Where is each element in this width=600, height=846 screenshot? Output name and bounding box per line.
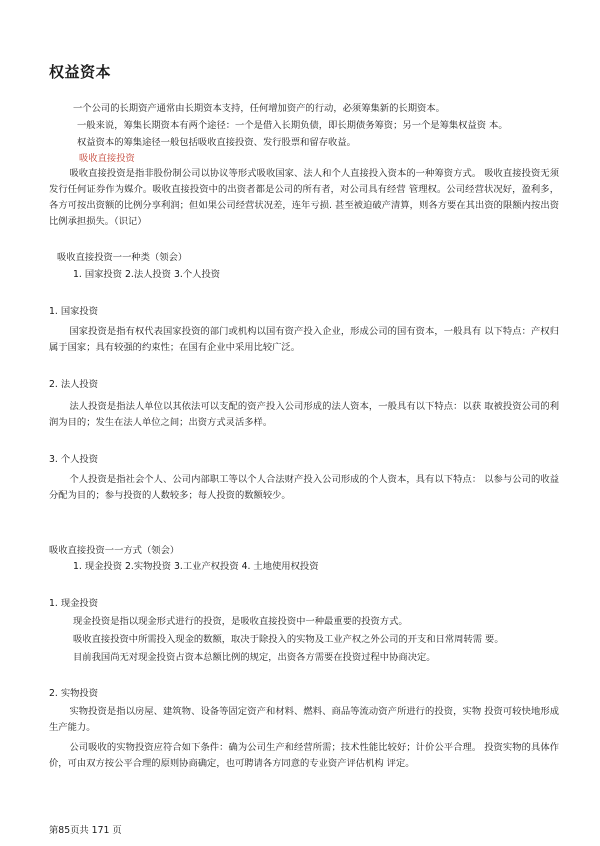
state-investment-body: 国家投资是指有权代表国家投资的部门或机构以国有资产投入企业，形成公司的国有资本，一般具有 以下特点：产权归属于国家；具有较强的约束性；在国有企业中采用比较广泛。 [49, 326, 559, 353]
methods-list: 1. 现金投资 2.实物投资 3.工业产权投资 4. 土地使用权投资 [73, 561, 319, 572]
page-number-footer: 第85页共 171 页 [49, 825, 122, 836]
page-title: 权益资本 [49, 63, 112, 81]
cash-investment-line-2: 吸收直接投资中所需投入现金的数额，取决于除投入的实物及工业产权之外公司的开支和日常周转需 要。 [73, 634, 504, 645]
intro-paragraph-2: 一般来说，筹集长期资本有两个途径：一个是借入长期负债，即长期债务筹资；另一个是筹集权益资 本。 [77, 120, 508, 131]
cash-investment-line-1: 现金投资是指以现金形式进行的投资，是吸收直接投资中一种最重要的投资方式。 [73, 616, 408, 627]
physical-investment-body-1: 实物投资是指以房屋、建筑物、设备等固定资产和材料、燃料、商品等流动资产所进行的投资，实物 投资可较快地形成生产能力。 [49, 706, 559, 733]
direct-investment-definition: 吸收直接投资是指非股份制公司以协议等形式吸收国家、法人和个人直接投入资本的一种筹资方式。 吸收直接投资无须发行任何证券作为媒介。吸收直接投资中的出资者都是公司的所有者，对公司具有经营 管理权。公司经营状况好，盈利多，各方可按出资额的比例分享利润；但如果公司经营状况差，连年亏损. 甚至被迫破产清算，则各方要在其出资的限额内按出资比例承担损失。（识记） [49, 168, 559, 227]
intro-paragraph-1: 一个公司的长期资产通常由长期资本支持，任何增加资产的行动，必须筹集新的长期资本。 [73, 103, 445, 114]
intro-paragraph-3: 权益资本的筹集途径一般包括吸收直接投资、发行股票和留存收益。 [77, 137, 356, 148]
types-heading: 吸收直接投资一一种类（领会） [57, 252, 188, 263]
types-list: 1. 国家投资 2.法人投资 3.个人投资 [73, 269, 221, 280]
red-section-heading: 吸收直接投资 [79, 153, 135, 164]
methods-heading: 吸收直接投资一一方式（领会） [49, 545, 180, 556]
state-investment-heading: 1. 国家投资 [49, 306, 99, 317]
cash-investment-heading: 1. 现金投资 [49, 598, 99, 609]
corporate-investment-body: 法人投资是指法人单位以其依法可以支配的资产投入公司形成的法人资本，一般具有以下特点：以获 取被投资公司的利润为目的；发生在法人单位之间；出资方式灵活多样。 [49, 401, 559, 428]
individual-investment-heading: 3. 个人投资 [49, 454, 99, 465]
corporate-investment-heading: 2. 法人投资 [49, 379, 99, 390]
physical-investment-heading: 2. 实物投资 [49, 688, 99, 699]
cash-investment-line-3: 目前我国尚无对现金投资占资本总额比例的规定，出资各方需要在投资过程中协商决定。 [73, 652, 436, 663]
physical-investment-body-2: 公司吸收的实物投资应符合如下条件：确为公司生产和经营所需；技术性能比较好；计价公平合理。 投资实物的具体作价，可由双方按公平合理的原则协商确定，也可聘请各方同意的专业资产评估机构 评定。 [49, 742, 559, 769]
individual-investment-body: 个人投资是指社会个人、公司内部职工等以个人合法财产投入公司形成的个人资本，具有以下特点： 以参与公司的收益分配为目的；参与投资的人数较多；每人投资的数额较少。 [49, 474, 559, 501]
